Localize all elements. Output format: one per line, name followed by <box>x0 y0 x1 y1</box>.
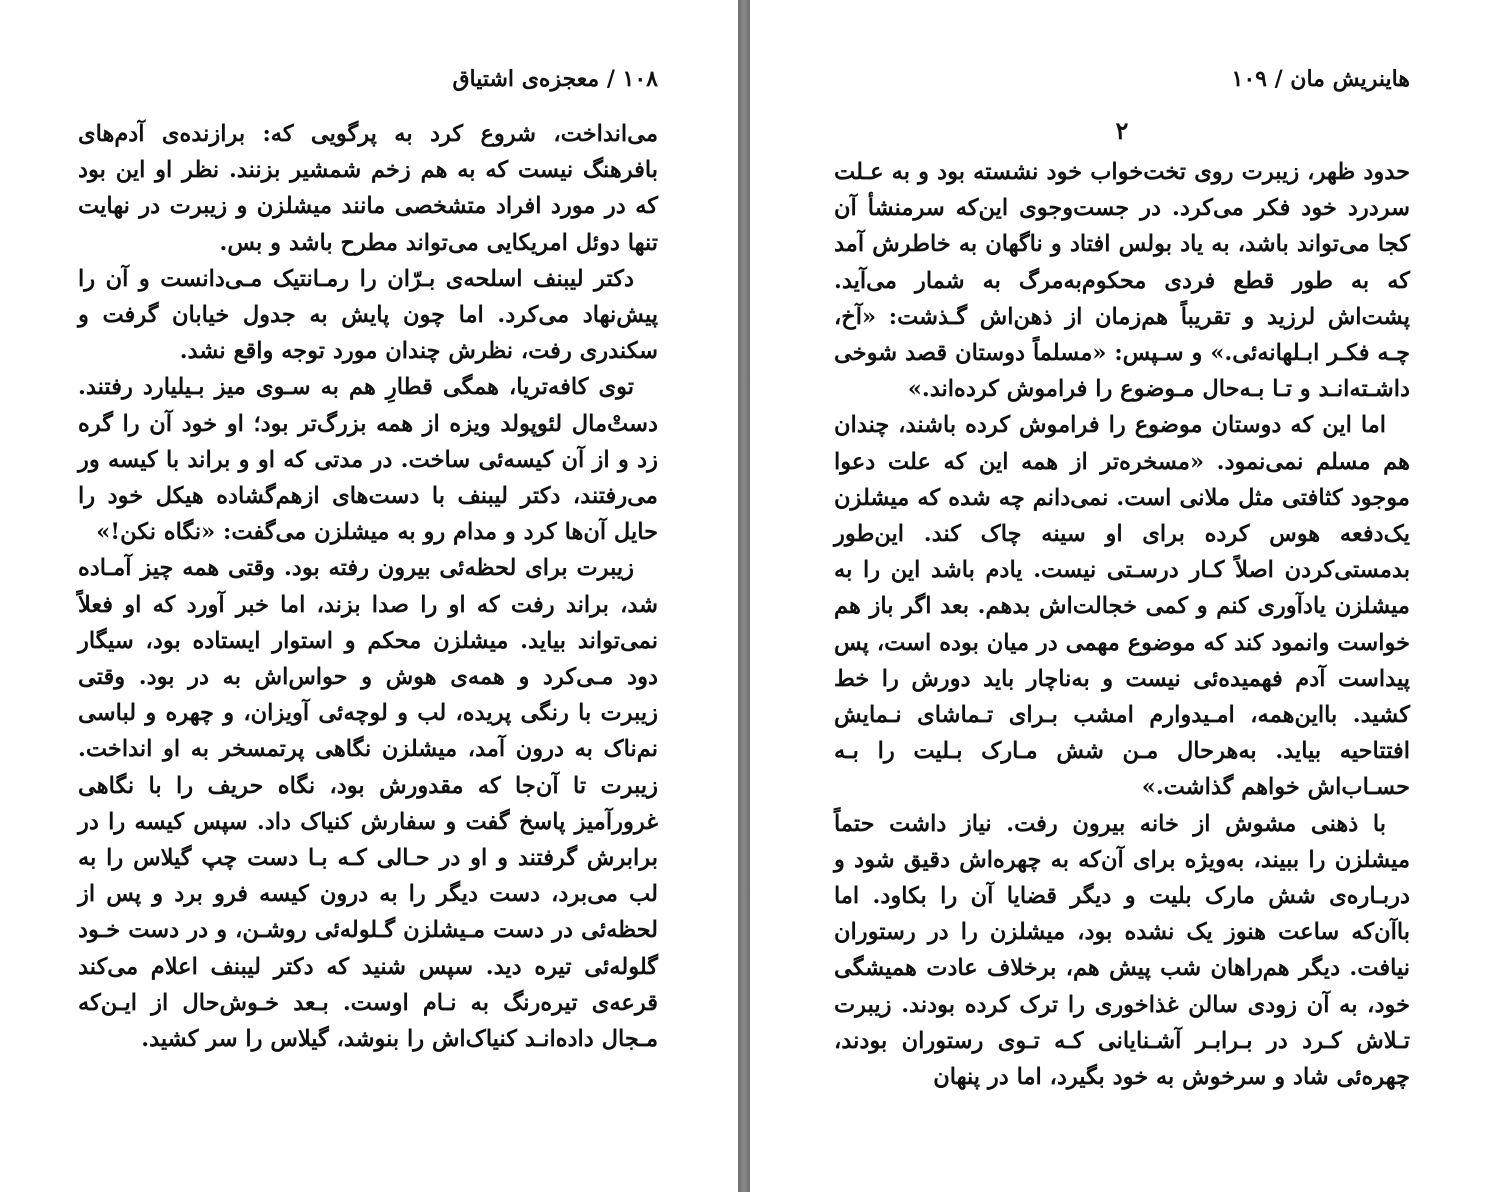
left-paragraph-1: می‌انداخت، شروع کرد به پرگویی که: برازنده‌ی آدم‌های بافرهنگ نیست که به هم زخم شمشیر بزنند. نظر او این بود که در مورد افراد متشخصی مانند میشلزن و زیبرت در نهایت تنها دوئل امریکایی می‌تواند مطرح باشد و بس. <box>78 121 658 256</box>
right-page <box>834 0 1410 1192</box>
left-page <box>78 0 658 1192</box>
right-paragraph-1: حدود ظهر، زیبرت روی تخت‌خواب خود نشسته بود و به عـلت سردرد خود فکر می‌کرد. در جست‌وجوی این‌که سرمنشأ آن کجا می‌تواند باشد، به یاد بولس افتاد و ناگهان به خاطرش آمد که به طور قطع فردی محکوم‌به‌مرگ به شمار می‌آید. پشت‌اش لرزید و تقریباً هم‌زمان از ذهن‌اش گـذشت: «آخ، چـه فکـر ابـلهانه‌ئی.» و سـپس: «مسلماً دوستان قصد شوخی داشـته‌انـد و تـا بـه‌حال مـوضوع را فراموش کرده‌اند.» <box>834 159 1410 403</box>
left-running-head: ۱۰۸ / معجزه‌ی اشتیاق <box>452 66 658 92</box>
right-body-text <box>834 154 1410 1095</box>
left-paragraph-3: توی کافه‌تریا، همگی قطارِ هم به سـوی میز بـیلیارد رفتند. دستْ‌مال لئوپولد ویزه از همه بزرگ‌تر بود؛ او خود آن را گره زد و از آن کیسه‌ئی ساخت. در مدتی که او و براند با کیسه ور می‌رفتند، دکتر لیبنف با دست‌های ازهم‌گشاده هیکل خود را حایل آن‌ها کرد و مدام رو به میشلزن می‌گفت: «نگاه نکن!» <box>78 374 658 546</box>
right-paragraph-3: با ذهنی مشوش از خانه بیرون رفت. نیاز داشت حتماً میشلزن را ببیند، به‌ویژه برای آن‌که به چهره‌اش دقیق شود و دربـاره‌ی شش مارک بلیت و دیگر قضایا آن را بکاود. اما باآن‌که ساعت هنوز یک نشده بود، میشلزن را در رستوران نیافت. دیگر هم‌راهان شب پیش هم، برخلاف عادت همیشگی خود، به آن زودی سالن غذاخوری را ترک کرده بودند. زیبرت تـلاش کـرد در بـرابـر آشـنایانی کـه تـوی رستوران بودند، چهره‌ئی شاد و سرخوش به خود بگیرد، اما در پنهان <box>834 810 1410 1091</box>
left-body-text <box>78 116 658 1057</box>
right-paragraph-2: اما این که دوستان موضوع را فراموش کرده باشند، چندان هم مسلم نمی‌نمود. «مسخره‌تر از همه این که علت دعوا موجود کثافتی مثل ملانی است. نمی‌دانم چه شده که میشلزن یک‌دفعه هوس کرده برای او سینه چاک کند. این‌طور بدمستی‌کردن اصلاً کـار درسـتی نیست. یادم باشد این را به میشلزن یادآوری کنم و کمی خجالت‌اش بدهم. بعد اگر باز هم خواست وانمود کند که موضوع مهمی در میان بوده است، پس پیداست آدم فهمیده‌ئی نیست و به‌ناچار باید دورش را خط کشید. بااین‌همه، امـیدوارم امشب بـرای تـماشای نـمایش افتتاحیه بیاید. به‌هرحال مـن شش مـارک بـلیت را بـه حسـاب‌اش خواهم گذاشت.» <box>834 412 1410 801</box>
right-running-head: هاینریش مان / ۱۰۹ <box>1231 66 1410 92</box>
book-gutter <box>738 0 750 1192</box>
left-paragraph-4: زیبرت برای لحظه‌ئی بیرون رفته بود. وقتی همه چیز آمـاده شد، براند رفت که او را صدا بزند، اما خبر آورد که او فعلاً نمی‌تواند بیاید. میشلزن محکم و استوار ایستاده بود، سیگار دود مـی‌کرد و همه‌ی هوش و حواس‌اش به در بود. وقتی زیبرت با رنگی پریده، لب و لوچه‌ئی آویزان، و چهره و لباسی نم‌ناک به درون آمد، میشلزن نگاهی پرتمسخر به او انداخت. زیبرت تا آن‌جا که مقدورش بود، نگاه حریف را با نگاهی غرورآمیز پاسخ گفت و سفارش کنیاک داد. سپس کیسه را در برابرش گرفتند و او در حـالی کـه بـا دست چپ گیلاس را به لب می‌برد، دست دیگر را به درون کیسه فرو برد و پس از لحظه‌ئی در دست مـیشلزن گـلوله‌ئی روشـن، و در دست خـود گلوله‌ئی تیره دید. سپس شنید که دکتر لیبنف اعلام می‌کند قرعه‌ی تیره‌رنگ به نـام اوست. بـعد خـوش‌حال از ایـن‌که مـجال داده‌انـد کنیاک‌اش را بنوشد، گیلاس را سر کشید. <box>78 555 658 1053</box>
chapter-number: ۲ <box>1115 116 1129 145</box>
left-paragraph-2: دکتر لیبنف اسلحه‌ی بـرّان را رمـانتیک مـی‌دانست و آن را پیش‌نهاد می‌کرد. اما چون پایش به جدول خیابان گرفت و سکندری رفت، نظرش چندان مورد توجه واقع نشد. <box>78 265 658 365</box>
